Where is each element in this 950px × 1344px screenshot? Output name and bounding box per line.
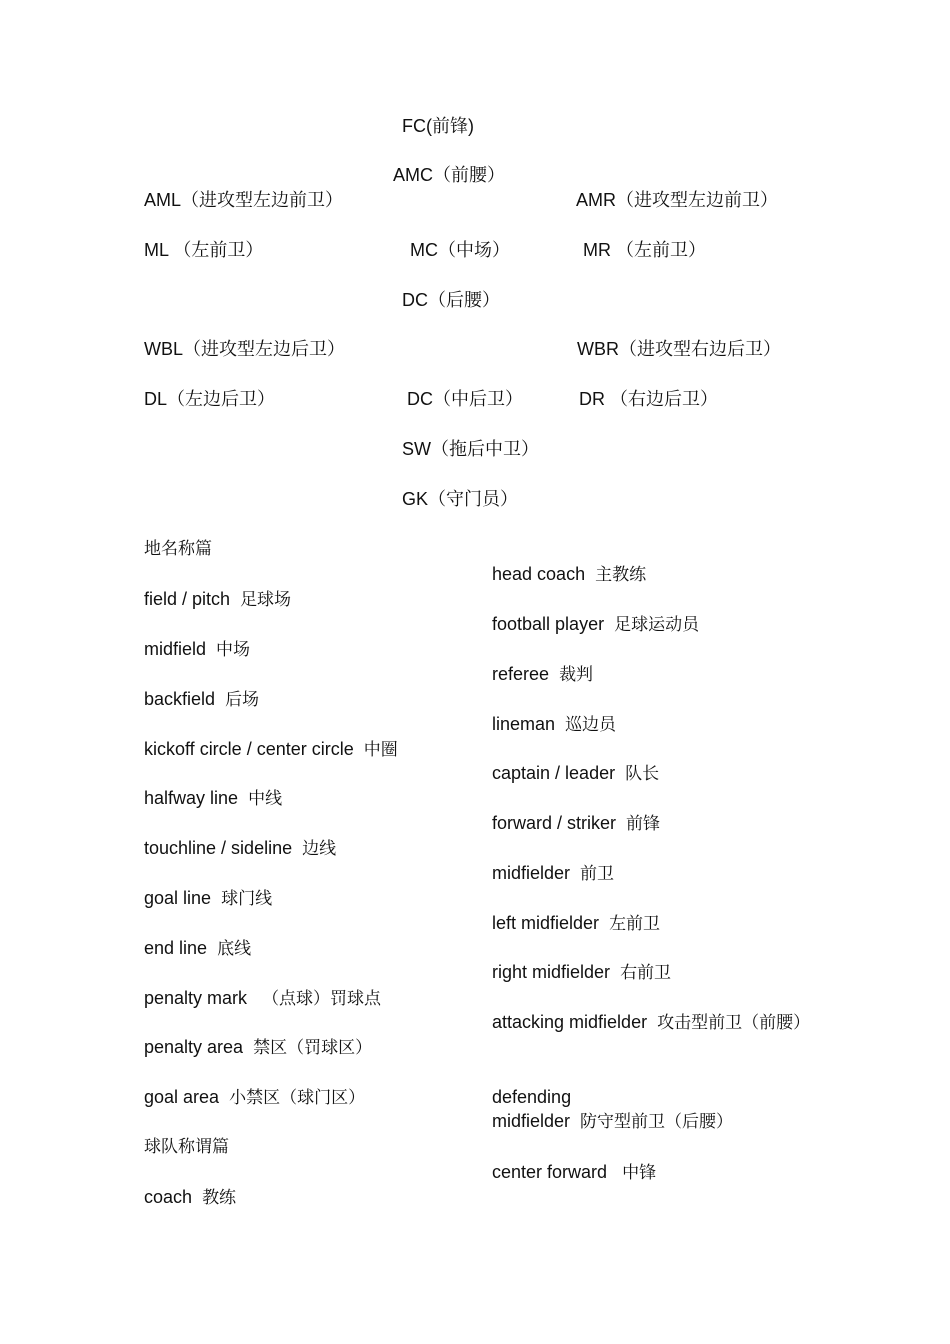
term-cn: 小禁区（球门区） — [229, 1088, 366, 1108]
position-amr: AMR（进攻型左边前卫） — [576, 190, 778, 210]
list-item — [492, 861, 614, 886]
term-en: defending midfielder — [492, 1087, 572, 1131]
position-ml: ML （左前卫） — [144, 240, 264, 260]
position-mr: MR （左前卫） — [583, 240, 706, 260]
list-item — [144, 1035, 372, 1060]
term-cn: 球门线 — [221, 889, 273, 909]
term-cn: 前锋 — [626, 814, 661, 834]
list-item — [492, 562, 646, 587]
term-cn: 前卫 — [580, 864, 615, 884]
list-item — [144, 936, 251, 961]
term-en: coach — [144, 1187, 193, 1207]
term-en: forward / striker — [492, 813, 617, 833]
term-en: lineman — [492, 714, 556, 734]
term-en: field / pitch — [144, 589, 231, 609]
term-en: attacking midfielder — [492, 1012, 648, 1032]
term-cn: 左前卫 — [609, 914, 661, 934]
position-dl: DL（左边后卫） — [144, 389, 276, 409]
term-cn: 教练 — [202, 1188, 237, 1208]
list-item — [492, 712, 616, 737]
list-item — [144, 986, 381, 1011]
term-en: end line — [144, 938, 208, 958]
list-item — [492, 662, 593, 687]
term-en: backfield — [144, 689, 216, 709]
term-en: center forward — [492, 1162, 608, 1182]
list-item — [144, 786, 282, 811]
list-item — [492, 1160, 656, 1185]
list-item — [492, 911, 660, 936]
term-en: referee — [492, 664, 550, 684]
term-en: penalty area — [144, 1037, 244, 1057]
position-mc: MC（中场） — [410, 240, 510, 260]
position-dc-dm: DC（后腰） — [402, 290, 500, 310]
position-fc: FC(前锋) — [402, 116, 474, 136]
list-item — [144, 737, 398, 762]
position-amc: AMC（前腰） — [393, 165, 505, 185]
term-cn: 底线 — [217, 939, 252, 959]
term-en: penalty mark — [144, 988, 248, 1008]
term-cn: 主教练 — [595, 565, 647, 585]
list-item — [144, 587, 291, 612]
list-item — [144, 836, 336, 861]
term-en: football player — [492, 614, 605, 634]
list-item — [492, 1010, 812, 1035]
term-en: goal area — [144, 1087, 220, 1107]
term-cn: 中场 — [216, 640, 251, 660]
term-cn: 右前卫 — [620, 963, 672, 983]
term-en: midfielder — [492, 863, 571, 883]
position-aml: AML（进攻型左边前卫） — [144, 190, 344, 210]
position-dr: DR （右边后卫） — [579, 389, 718, 409]
list-item — [144, 1185, 236, 1210]
term-en: halfway line — [144, 788, 239, 808]
term-en: captain / leader — [492, 763, 616, 783]
term-en: touchline / sideline — [144, 838, 293, 858]
section-heading-places: 地名称篇 — [144, 539, 212, 559]
term-cn: 足球场 — [240, 590, 292, 610]
list-item — [492, 811, 660, 836]
list-item — [492, 1085, 812, 1134]
position-wbr: WBR（进攻型右边后卫） — [577, 339, 781, 359]
term-en: right midfielder — [492, 962, 611, 982]
term-en: head coach — [492, 564, 586, 584]
list-item — [144, 886, 272, 911]
list-item — [492, 761, 659, 786]
section-heading-team: 球队称谓篇 — [144, 1137, 229, 1157]
position-gk: GK（守门员） — [402, 489, 519, 509]
list-item — [144, 637, 250, 662]
term-cn: 裁判 — [559, 665, 594, 685]
term-cn: 攻击型前卫（前腰） — [657, 1013, 811, 1033]
term-cn: 中圈 — [363, 740, 398, 760]
term-cn: 中锋 — [622, 1163, 657, 1183]
term-cn: 中线 — [248, 789, 283, 809]
position-sw: SW（拖后中卫） — [402, 439, 539, 459]
list-item — [492, 612, 699, 637]
list-item — [144, 687, 259, 712]
term-cn: 后场 — [225, 690, 260, 710]
term-cn: 防守型前卫（后腰） — [580, 1112, 734, 1132]
term-en: goal line — [144, 888, 212, 908]
term-cn: 禁区（罚球区） — [253, 1038, 373, 1058]
term-en: midfield — [144, 639, 207, 659]
list-item — [144, 1085, 365, 1110]
term-cn: （点球）罚球点 — [262, 989, 382, 1009]
position-wbl: WBL（进攻型左边后卫） — [144, 339, 346, 359]
term-en: kickoff circle / center circle — [144, 739, 354, 759]
term-cn: 边线 — [302, 839, 337, 859]
term-en: left midfielder — [492, 913, 600, 933]
term-cn: 足球运动员 — [614, 615, 700, 635]
term-cn: 巡边员 — [565, 715, 617, 735]
position-dc-cb: DC（中后卫） — [407, 389, 523, 409]
term-cn: 队长 — [625, 764, 660, 784]
list-item — [492, 960, 671, 985]
